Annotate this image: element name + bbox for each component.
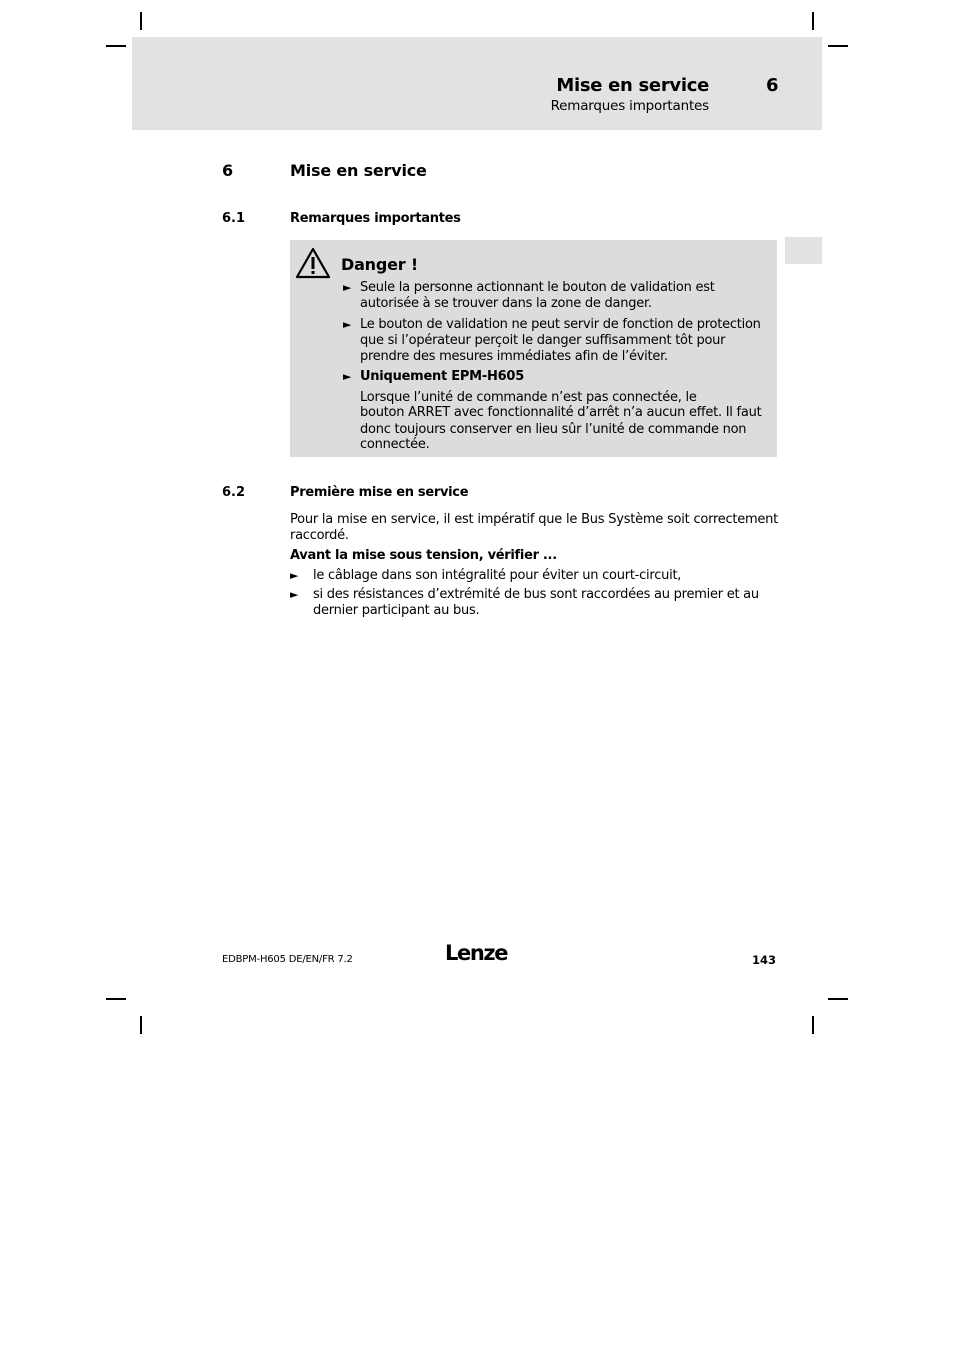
list-item bbox=[290, 568, 778, 584]
bullet-arrow-icon: ► bbox=[343, 281, 352, 294]
body-paragraph: Pour la mise en service, il est impératif que le Bus Système soit correctement raccordé. bbox=[290, 512, 778, 543]
list-item bbox=[343, 369, 773, 385]
crop-mark-bottom-left-h bbox=[106, 998, 126, 1000]
lenze-logo: Lenze bbox=[445, 941, 508, 965]
crop-mark-top-right-v bbox=[812, 12, 814, 30]
list-item bbox=[343, 317, 773, 365]
crop-mark-bottom-right-h bbox=[828, 998, 848, 1000]
danger-title: Danger ! bbox=[341, 255, 418, 274]
warning-triangle-icon bbox=[295, 247, 331, 279]
crop-mark-top-left-h bbox=[106, 45, 126, 47]
list-item-text: le câblage dans son intégralité pour éviter un court-circuit, bbox=[313, 568, 682, 583]
check-heading: Avant la mise sous tension, vérifier ... bbox=[290, 548, 557, 563]
list-item-text: Uniquement EPM-H605 bbox=[360, 369, 525, 384]
subsection-number: 6.1 bbox=[222, 211, 246, 226]
note-line: donc toujours conserver en lieu sûr l’unité de commande non bbox=[360, 422, 747, 437]
note-line: bouton ARRET avec fonctionnalité d’arrêt n’a aucun effet. Il faut bbox=[360, 405, 762, 420]
crop-mark-bottom-right-v bbox=[812, 1016, 814, 1034]
page-number: 143 bbox=[751, 953, 776, 967]
section-number: 6 bbox=[222, 161, 234, 180]
list-item bbox=[290, 587, 778, 619]
header-subtitle: Remarques importantes bbox=[550, 98, 709, 114]
note-line: connectée. bbox=[360, 437, 430, 452]
footer-document-id: EDBPM-H605 DE/EN/FR 7.2 bbox=[222, 954, 353, 965]
bullet-arrow-icon: ► bbox=[290, 569, 299, 582]
bullet-arrow-icon: ► bbox=[343, 370, 352, 383]
danger-notice bbox=[290, 240, 777, 457]
header-title: Mise en service bbox=[556, 75, 709, 96]
crop-mark-top-left-v bbox=[140, 12, 142, 30]
list-item-text: Le bouton de validation ne peut servir de fonction de protection que si l’opérateur perçoit le danger suffisamment tôt pour prendre des mesures immédiates afin de l’éviter. bbox=[360, 317, 761, 364]
chapter-side-tab bbox=[785, 237, 822, 264]
list-item-text: Seule la personne actionnant le bouton de validation est autorisée à se trouver dans la zone de danger. bbox=[360, 280, 715, 311]
crop-mark-bottom-left-v bbox=[140, 1016, 142, 1034]
page-header bbox=[132, 37, 822, 130]
list-item-text: si des résistances d’extrémité de bus sont raccordées au premier et au dernier participant au bus. bbox=[313, 587, 759, 618]
section-title: Mise en service bbox=[290, 161, 427, 180]
subsection-title: Remarques importantes bbox=[290, 211, 461, 226]
subsection-number: 6.2 bbox=[222, 485, 246, 500]
list-item bbox=[343, 280, 773, 312]
note-line: Lorsque l’unité de commande n’est pas connectée, le bbox=[360, 390, 697, 405]
subsection-title: Première mise en service bbox=[290, 485, 469, 500]
bullet-arrow-icon: ► bbox=[290, 588, 299, 601]
bullet-arrow-icon: ► bbox=[343, 318, 352, 331]
crop-mark-top-right-h bbox=[828, 45, 848, 47]
header-chapter-number: 6 bbox=[766, 75, 779, 96]
